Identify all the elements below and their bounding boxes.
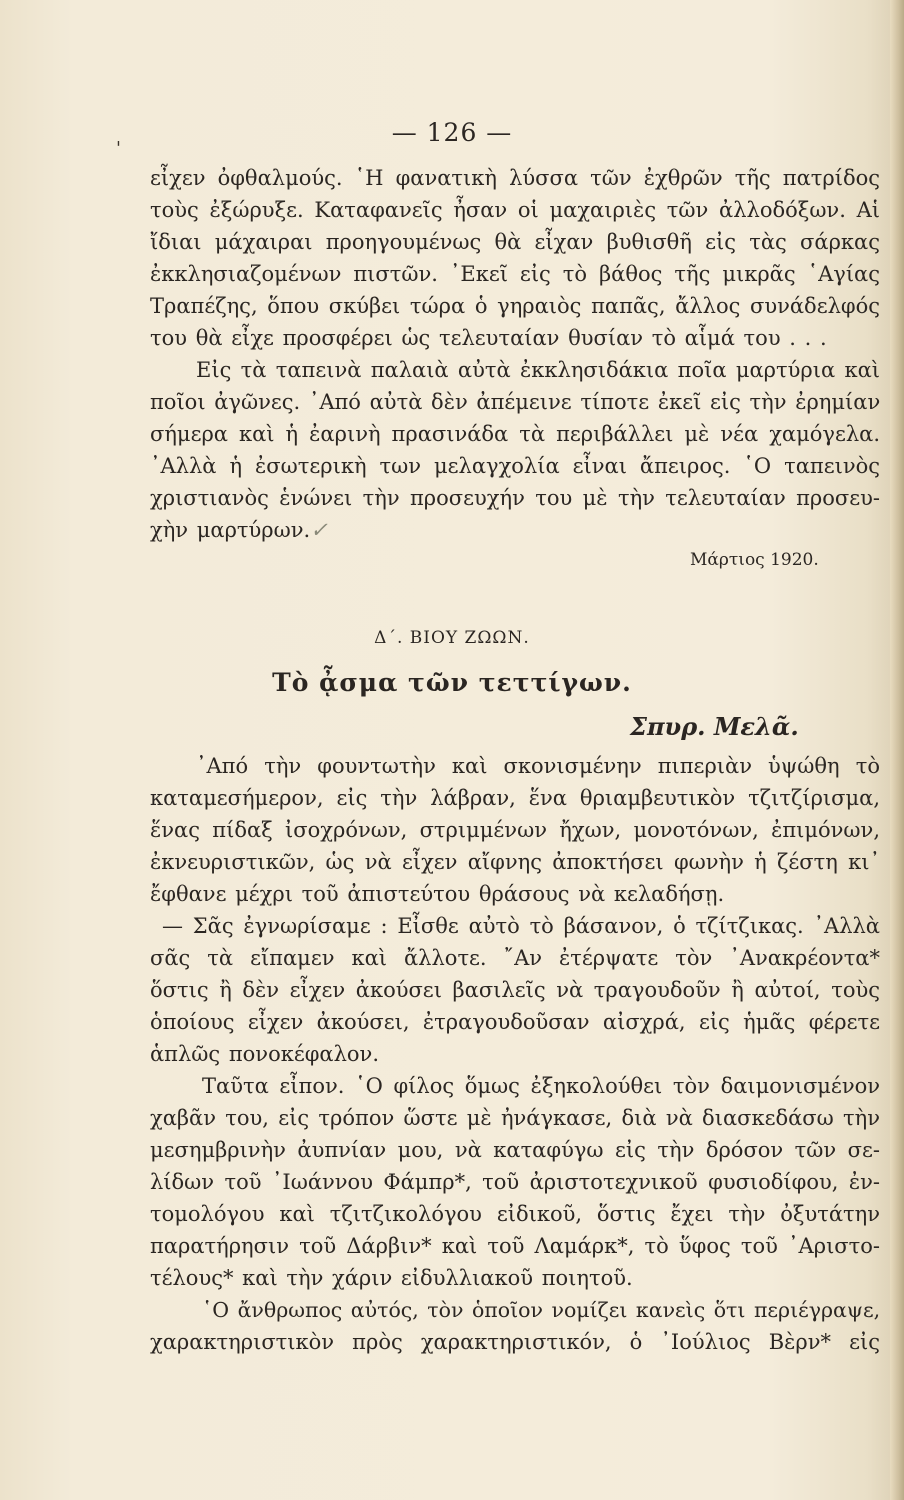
author-name: Σπυρ. Μελᾶ. <box>630 712 799 741</box>
text-line: τέλους* καὶ τὴν χάριν εἰδυλλιακοῦ ποιητοῦ. <box>150 1266 633 1290</box>
text-line: ποῖοι ἀγῶνες. ᾿Από αὐτὰ δὲν ἀπέμεινε τίποτε ἐκεῖ εἰς τὴν ἐρημίαν <box>150 390 881 414</box>
text-line: ὁποίους εἶχεν ἀκούσει, ἐτραγουδοῦσαν αἰσχρά, εἰς ἡμᾶς φέρετε <box>150 1010 880 1034</box>
margin-mark: ' <box>116 138 121 159</box>
text-line: τομολόγου καὶ τζιτζικολόγου εἰδικοῦ, ὅστις ἔχει τὴν ὀξυτάτην <box>150 1202 880 1226</box>
text-line: τοὺς ἐξώρυξε. Καταφανεῖς ἦσαν οἱ μαχαιριὲς τῶν ἀλλοδόξων. Αἱ <box>150 198 880 222</box>
text-line <box>150 514 880 546</box>
page-number: — 126 — <box>391 118 513 147</box>
text-line: χριστιανὸς ἑνώνει τὴν προσευχήν του μὲ τὴν τελευταίαν προσευ- <box>150 486 880 510</box>
text-line: σήμερα καὶ ἡ ἐαρινὴ πρασινάδα τὰ περιβάλλει μὲ νέα χαμόγελα. <box>150 422 880 446</box>
continuation-text <box>150 162 880 546</box>
text-line: ἕνας πίδαξ ἰσοχρόνων, στριμμένων ἤχων, μονοτόνων, ἐπιμόνων, <box>150 818 880 842</box>
text-line-content: χὴν μαρτύρων. <box>150 518 311 542</box>
text-line: ἔφθανε μέχρι τοῦ ἀπιστεύτου θράσους νὰ κελαδήσῃ. <box>150 882 725 906</box>
section-heading: Δ΄. ΒΙΟΥ ΖΩΩΝ. <box>374 628 530 648</box>
text-line: — Σᾶς ἐγνωρίσαμε : Εἶσθε αὐτὸ τὸ βάσανον, ὁ τζίτζικας. ᾿Αλλὰ <box>162 914 880 938</box>
text-line: ῾Ο ἄνθρωπος αὐτός, τὸν ὁποῖον νομίζει κανεὶς ὅτι περιέγραψε, <box>202 1298 881 1322</box>
text-line: ἁπλῶς πονοκέφαλον. <box>150 1042 379 1066</box>
text-line: μεσημβρινὴν ἀυπνίαν μου, νὰ καταφύγω εἰς τὴν δρόσον τῶν σε- <box>150 1138 880 1162</box>
text-line: του θὰ εἶχε προσφέρει ὡς τελευταίαν θυσίαν τὸ αἷμά του . . . <box>150 326 827 350</box>
chapter-title: Τὸ ᾆσμα τῶν τεττίγων. <box>272 668 632 697</box>
text-line: σᾶς τὰ εἴπαμεν καὶ ἄλλοτε. ῎Αν ἐτέρψατε τὸν ᾿Ανακρέοντα* <box>150 946 880 970</box>
text-line: ἴδιαι μάχαιραι προηγουμένως θὰ εἶχαν βυθισθῆ εἰς τὰς σάρκας <box>150 230 880 254</box>
pencil-mark: ✓ <box>310 518 328 542</box>
date-signature: Μάρτιος 1920. <box>690 550 819 570</box>
chapter-body <box>150 750 880 1358</box>
text-line: λίδων τοῦ ᾿Ιωάννου Φάμπρ*, τοῦ ἀριστοτεχνικοῦ φυσιοδίφου, ἐν- <box>150 1170 880 1194</box>
page-edge-shadow <box>890 0 904 1500</box>
text-line: ᾿Από τὴν φουντωτὴν καὶ σκονισμένην πιπεριὰν ὑψώθη τὸ <box>196 754 880 778</box>
text-line: ὅστις ἢ δὲν εἶχεν ἀκούσει βασιλεῖς νὰ τραγουδοῦν ἢ αὐτοί, τοὺς <box>150 978 880 1002</box>
text-line: ᾿Αλλὰ ἡ ἐσωτερικὴ των μελαγχολία εἶναι ἄπειρος. ῾Ο ταπεινὸς <box>150 454 880 478</box>
text-line: εἶχεν ὀφθαλμούς. ῾Η φανατικὴ λύσσα τῶν ἐχθρῶν τῆς πατρίδος <box>150 166 880 190</box>
text-line: παρατήρησιν τοῦ Δάρβιν* καὶ τοῦ Λαμάρκ*, τὸ ὕφος τοῦ ᾿Αριστο- <box>150 1234 880 1258</box>
text-line: Ταῦτα εἶπον. ῾Ο φίλος ὅμως ἐξηκολούθει τὸν δαιμονισμένον <box>202 1074 880 1098</box>
text-line: καταμεσήμερον, εἰς τὴν λάβραν, ἕνα θριαμβευτικὸν τζιτζίρισμα, <box>150 786 880 810</box>
text-line: Τραπέζης, ὅπου σκύβει τώρα ὁ γηραιὸς παπᾶς, ἄλλος συνάδελφός <box>150 294 880 318</box>
text-line: χαβᾶν του, εἰς τρόπον ὥστε μὲ ἠνάγκασε, διὰ νὰ διασκεδάσω τὴν <box>150 1106 880 1130</box>
text-line: ἐκκλησιαζομένων πιστῶν. ᾿Εκεῖ εἰς τὸ βάθος τῆς μικρᾶς ῾Αγίας <box>150 262 880 286</box>
text-line: Εἰς τὰ ταπεινὰ παλαιὰ αὐτὰ ἐκκλησιδάκια ποῖα μαρτύρια καὶ <box>196 358 880 382</box>
text-line: ἐκνευριστικῶν, ὡς νὰ εἶχεν αἴφνης ἀποκτήσει φωνὴν ἡ ζέστη κι᾿ <box>150 850 880 874</box>
text-line: χαρακτηριστικὸν πρὸς χαρακτηριστικόν, ὁ ᾿Ιούλιος Βὲρν* εἰς <box>150 1330 880 1354</box>
